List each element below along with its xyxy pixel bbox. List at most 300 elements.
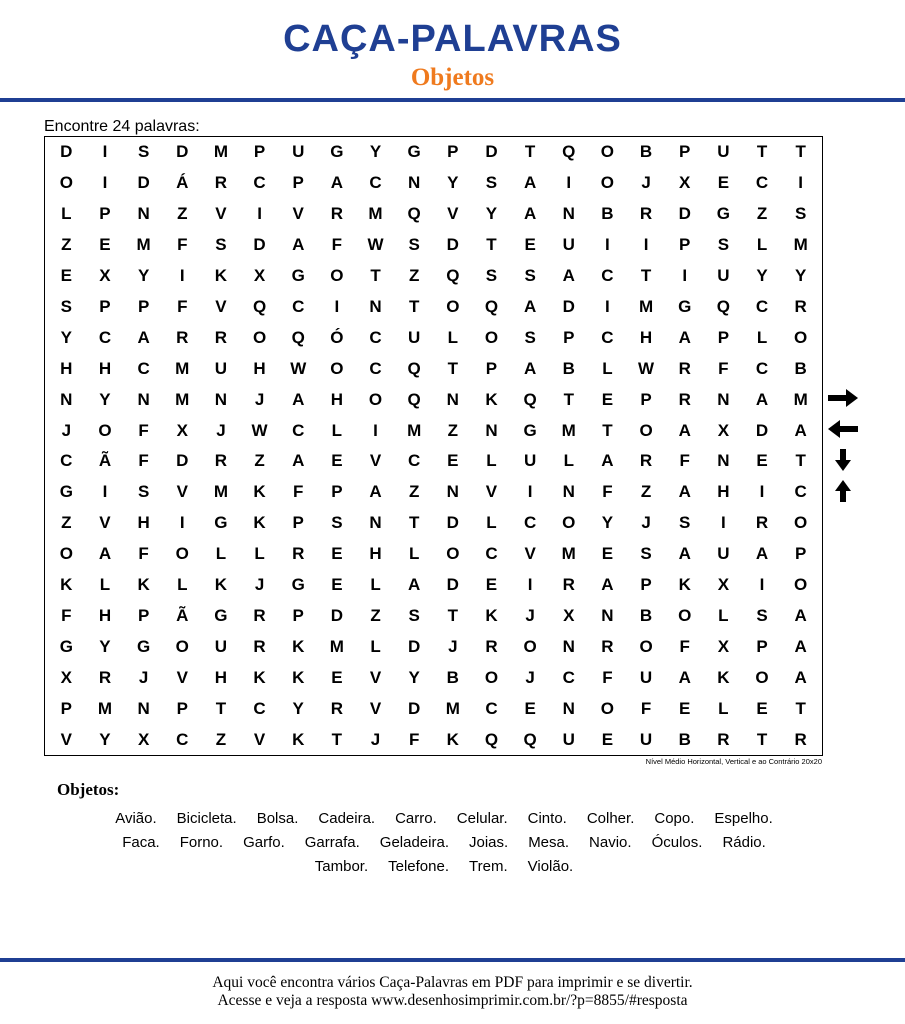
grid-cell: F [177,235,188,255]
grid-cell: P [717,327,730,347]
grid-cell: B [446,667,459,687]
grid-cell: K [137,575,150,595]
word-list-row [40,806,848,830]
grid-cell: A [794,420,807,440]
grid-cell: O [446,544,460,564]
grid-cell: O [368,389,383,409]
grid-cell: D [408,698,421,718]
grid-cell: V [253,729,266,749]
grid-cell: Y [601,513,614,533]
grid-cell: G [214,513,228,533]
grid-cell: N [562,482,575,502]
grid-cell: K [214,575,228,595]
grid-cell: I [566,173,572,193]
grid-cell: P [99,296,111,316]
grid-cell: Q [291,327,305,347]
grid-cell: R [330,204,343,224]
grid-cell: W [251,420,268,440]
grid-cell: O [175,544,189,564]
grid-cell: L [370,636,381,656]
grid-cell: O [678,605,692,625]
grid-cell: R [292,544,305,564]
grid-cell: L [331,420,343,440]
grid-cell: A [794,636,807,656]
grid-cell: Z [640,482,652,502]
grid-cell: P [137,605,150,625]
grid-cell: Y [756,266,768,286]
grid-cell: D [446,513,459,533]
grid-cell: Q [407,389,421,409]
grid-cell: P [331,482,343,502]
grid-cell: E [717,173,730,193]
grid-cell: Y [60,327,72,347]
grid-cell: A [292,451,305,471]
grid-cell: L [486,513,497,533]
grid-cell: Z [408,266,420,286]
grid-cell: N [369,513,382,533]
grid-cell: R [330,698,343,718]
word-list-row [40,854,848,878]
grid-cell: D [446,235,459,255]
grid-cell: X [717,636,730,656]
grid-cell: Z [370,605,381,625]
grid-cell: Ã [98,451,112,471]
grid-cell: S [717,235,730,255]
grid-cell: C [408,451,421,471]
grid-cell: S [485,173,498,193]
grid-cell: P [137,296,150,316]
grid-cell: C [292,296,305,316]
grid-cell: E [756,698,768,718]
grid-cell: R [214,327,228,347]
arrow-left-icon [826,417,860,441]
grid-cell: D [330,605,343,625]
grid-cell: F [640,698,652,718]
grid-cell: C [601,266,614,286]
grid-cell: S [679,513,691,533]
grid-cell: P [60,698,72,718]
grid-cell: L [215,544,227,564]
grid-cell: L [61,204,72,224]
grid-cell: O [523,636,537,656]
grid-cell: L [756,235,768,255]
grid-cell: R [601,636,614,656]
grid-cell: S [408,235,420,255]
grid-cell: H [330,389,343,409]
grid-cell: R [678,358,691,378]
word-search-grid [44,136,823,756]
grid-cell: Y [99,389,111,409]
grid-cell: L [602,358,613,378]
grid-cell: N [562,636,575,656]
grid-cell: A [523,296,537,316]
word-list-item: Bolsa. [256,809,299,827]
grid-cell: A [755,389,769,409]
grid-cell: P [485,358,498,378]
word-list-item: Cadeira. [318,809,376,827]
grid-cell: I [643,235,649,255]
grid-cell: Z [254,451,265,471]
grid-cell: N [562,204,575,224]
grid-cell: G [716,204,730,224]
grid-cell: J [641,173,651,193]
grid-cell: Y [795,266,807,286]
grid-cell: O [59,173,73,193]
grid-cell: S [640,544,652,564]
grid-cell: E [601,729,614,749]
grid-cell: O [600,698,615,718]
grid-cell: V [176,482,188,502]
grid-cell: E [331,451,343,471]
grid-cell: F [679,636,690,656]
grid-cell: M [136,235,151,255]
grid-cell: T [795,698,806,718]
grid-cell: H [98,605,112,625]
grid-cell: Q [523,729,537,749]
grid-cell: G [291,575,305,595]
grid-cell: G [137,636,151,656]
grid-cell: Z [61,513,72,533]
grid-cell: K [678,575,691,595]
grid-cell: X [679,173,691,193]
grid-cell: A [292,235,305,255]
grid-cell: Q [484,729,499,749]
grid-cell: W [638,358,655,378]
grid-cell: O [484,327,499,347]
grid-cell: D [176,451,189,471]
grid-cell: A [678,667,691,687]
grid-cell: B [562,358,575,378]
grid-cell: R [794,296,807,316]
grid-cell: L [408,544,420,564]
grid-cell: B [639,605,653,625]
grid-cell: A [408,575,421,595]
grid-cell: K [292,729,305,749]
grid-cell: I [179,266,185,286]
top-divider [0,98,905,102]
grid-cell: M [97,698,113,718]
grid-cell: K [253,482,266,502]
grid-cell: F [138,420,149,440]
word-list-item: Forno. [179,833,224,851]
grid-cell: C [292,420,305,440]
grid-cell: N [485,420,498,440]
grid-cell: I [605,296,610,316]
word-list-item: Avião. [115,809,157,827]
grid-cell: G [407,142,421,162]
grid-cell: T [215,698,227,718]
grid-cell: H [253,358,266,378]
grid-cell: B [601,204,614,224]
grid-cell: K [485,389,498,409]
grid-cell: N [137,204,150,224]
grid-cell: S [60,296,72,316]
grid-cell: U [214,358,228,378]
grid-cell: Q [407,358,421,378]
grid-cell: T [524,142,536,162]
grid-cell: S [215,235,227,255]
grid-cell: X [563,605,575,625]
grid-cell: U [562,235,575,255]
grid-cell: C [369,173,382,193]
grid-cell: S [485,266,498,286]
grid-cell: Z [447,420,459,440]
grid-cell: Y [292,698,304,718]
grid-cell: O [794,513,808,533]
grid-cell: D [485,142,498,162]
grid-cell: V [485,482,498,502]
grid-cell: Ó [330,327,344,347]
grid-cell: L [447,327,459,347]
grid-cell: L [486,451,497,471]
arrow-right-icon [826,386,860,410]
grid-cell: K [292,636,305,656]
footer-line-1: Aqui você encontra vários Caça-Palavras em PDF para imprimir e se divertir. [212,974,693,991]
grid-cell: S [408,605,420,625]
grid-cell: F [138,544,149,564]
grid-cell: R [639,204,653,224]
word-list-item: Joias. [469,833,509,851]
grid-cell: C [98,327,112,347]
grid-cell: K [60,575,73,595]
grid-cell: N [446,389,459,409]
grid-cell: X [253,266,266,286]
grid-cell: W [290,358,307,378]
grid-cell: A [292,389,305,409]
grid-cell: C [137,358,150,378]
grid-cell: M [329,636,344,656]
word-list-item: Tambor. [314,857,369,875]
grid-cell: A [523,173,537,193]
word-list-title: Objetos: [57,780,120,799]
grid-cell: T [447,605,459,625]
grid-cell: T [756,729,768,749]
grid-cell: Q [716,296,730,316]
grid-cell: A [678,420,691,440]
grid-cell: I [682,266,688,286]
grid-cell: P [795,544,807,564]
grid-cell: C [485,544,498,564]
grid-cell: R [253,605,266,625]
grid-cell: A [601,451,614,471]
grid-cell: K [292,667,305,687]
grid-cell: T [563,389,574,409]
grid-cell: M [407,420,422,440]
grid-cell: P [253,142,266,162]
grid-cell: Q [484,296,499,316]
grid-cell: E [524,698,536,718]
word-list-item: Espelho. [714,809,773,827]
grid-cell: E [331,575,343,595]
grid-cell: D [562,296,575,316]
grid-cell: J [525,605,535,625]
grid-cell: O [98,420,112,440]
word-list-row [40,830,848,854]
grid-cell: I [179,513,185,533]
grid-cell: Z [61,235,72,255]
grid-cell: A [678,482,691,502]
grid-cell: Q [407,204,421,224]
grid-cell: T [408,513,420,533]
grid-cell: O [484,667,499,687]
grid-cell: N [137,698,150,718]
grid-cell: R [98,667,112,687]
grid-cell: R [214,451,228,471]
grid-cell: P [292,173,304,193]
grid-cell: O [446,296,460,316]
grid-cell: J [216,420,226,440]
grid-cell: B [678,729,691,749]
grid-cell: M [638,296,654,316]
grid-cell: L [756,327,768,347]
grid-cell: J [138,667,149,687]
grid-cell: Y [99,729,111,749]
word-list-item: Colher. [586,809,635,827]
grid-cell: F [177,296,188,316]
grid-cell: P [563,327,575,347]
grid-cell: U [717,266,730,286]
grid-cell: B [639,142,653,162]
word-list-item: Geladeira. [379,833,449,851]
grid-cell: A [755,544,769,564]
grid-cell: F [293,482,304,502]
grid-cell: A [369,482,382,502]
grid-cell: I [373,420,378,440]
grid-cell: N [562,698,575,718]
grid-cell: V [215,204,227,224]
grid-cell: I [759,482,765,502]
grid-cell: L [370,575,381,595]
grid-cell: I [527,575,533,595]
grid-cell: C [253,173,266,193]
grid-cell: O [794,575,808,595]
grid-cell: L [177,575,188,595]
grid-cell: E [447,451,459,471]
grid-cell: P [640,389,652,409]
grid-cell: O [175,636,189,656]
grid-cell: Q [523,389,537,409]
grid-cell: G [59,482,73,502]
grid-cell: M [561,544,576,564]
grid-cell: E [99,235,111,255]
grid-cell: H [137,513,150,533]
grid-cell: A [523,204,537,224]
grid-cell: F [679,451,690,471]
grid-cell: Z [756,204,768,224]
grid-cell: J [641,513,651,533]
grid-cell: A [562,266,575,286]
grid-cell: N [717,389,730,409]
grid-cell: L [718,605,729,625]
grid-cell: G [59,636,73,656]
grid-cell: M [793,235,808,255]
grid-cell: Q [562,142,576,162]
word-list-item: Óculos. [651,833,703,851]
grid-cell: F [602,482,613,502]
grid-cell: J [61,420,72,440]
grid-cell: Z [177,204,188,224]
grid-cell: I [721,513,726,533]
grid-cell: Y [447,173,459,193]
grid-cell: P [679,235,691,255]
grid-cell: A [794,667,807,687]
grid-cell: O [755,667,769,687]
grid-cell: T [795,451,806,471]
grid-cell: D [755,420,769,440]
word-list-item: Celular. [456,809,508,827]
grid-cell: O [794,327,808,347]
grid-cell: E [679,698,691,718]
grid-cell: V [524,544,536,564]
grid-cell: K [446,729,459,749]
grid-cell: M [793,389,808,409]
grid-cell: J [448,636,458,656]
grid-cell: R [562,575,575,595]
grid-cell: D [137,173,150,193]
grid-cell: Q [446,266,460,286]
grid-cell: F [331,235,343,255]
grid-cell: R [755,513,769,533]
instruction-text: Encontre 24 palavras: [44,118,200,135]
grid-cell: I [759,575,765,595]
grid-cell: F [602,667,613,687]
grid-cell: D [60,142,73,162]
grid-cell: I [102,482,108,502]
word-list-item: Telefone. [388,857,450,875]
direction-arrows [826,386,862,510]
grid-cell: T [602,420,613,440]
grid-cell: N [60,389,73,409]
grid-cell: I [527,482,533,502]
grid-cell: O [639,420,653,440]
grid-cell: M [175,389,190,409]
grid-cell: F [718,358,729,378]
grid-cell: Y [408,667,420,687]
grid-cell: N [717,451,730,471]
grid-cell: C [485,698,498,718]
grid-cell: T [331,729,343,749]
grid-cell: X [99,266,111,286]
grid-cell: P [679,142,691,162]
word-list-item: Navio. [589,833,632,851]
grid-cell: G [291,266,305,286]
grid-cell: U [639,729,653,749]
arrow-up-icon [826,479,860,503]
grid-cell: M [561,420,576,440]
grid-cell: C [369,358,382,378]
grid-cell: W [367,235,384,255]
grid-cell: V [369,451,382,471]
grid-cell: T [756,142,768,162]
grid-cell: X [717,420,730,440]
grid-cell: U [639,667,653,687]
grid-cell: A [678,327,691,347]
grid-cell: A [601,575,614,595]
grid-cell: C [755,173,769,193]
grid-cell: A [523,358,537,378]
grid-cell: E [756,451,768,471]
grid-cell: N [214,389,228,409]
word-list-item: Bicicleta. [176,809,237,827]
word-list [40,806,848,878]
grid-cell: X [717,575,730,595]
grid-cell: Ã [176,605,189,625]
grid-cell: P [99,204,111,224]
grid-cell: G [214,605,228,625]
grid-cell: Á [176,173,189,193]
grid-cell: S [524,266,536,286]
grid-cell: I [257,204,262,224]
